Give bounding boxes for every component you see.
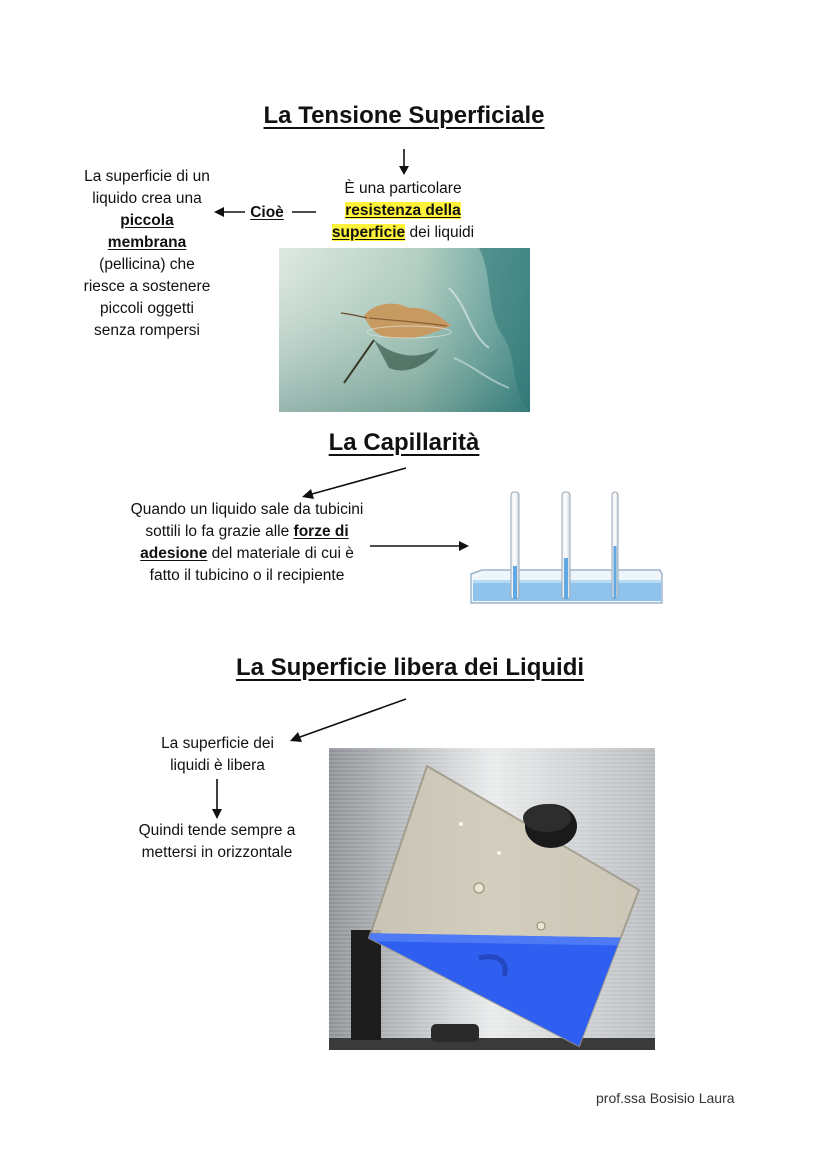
tension-definition: È una particolare resistenza della superficie dei liquidi	[331, 180, 475, 241]
tilted-container-image	[329, 748, 655, 1050]
arrow-down-icon	[209, 778, 225, 820]
capillary-tubes-image	[468, 488, 666, 606]
section2-title: La Capillarità	[328, 429, 480, 456]
horizontal-text: Quindi tende sempre a mettersi in orizzontale	[138, 822, 296, 861]
dash-line	[292, 205, 316, 219]
section3-title: La Superficie libera dei Liquidi	[235, 654, 585, 681]
section1-title: La Tensione Superficiale	[263, 102, 545, 129]
cioe-label: Cioè	[250, 204, 284, 221]
author-credit: prof.ssa Bosisio Laura	[596, 1090, 735, 1106]
tension-explanation: La superficie di un liquido crea una piccola membrana (pellicina) che riesce a sostenere piccoli oggetti senza rompersi	[83, 168, 211, 339]
arrow-diagonal-icon	[300, 466, 408, 500]
capillarity-text: Quando un liquido sale da tubicini sottili lo fa grazie alle forze di adesione del materiale di cui è fatto il tubicino o il recipiente	[130, 501, 364, 584]
leaf-water-image	[279, 248, 530, 412]
arrow-down-icon	[396, 148, 412, 176]
arrow-right-icon	[370, 539, 470, 553]
free-surface-text: La superficie dei liquidi è libera	[161, 735, 274, 774]
arrow-diagonal-icon	[288, 697, 408, 743]
